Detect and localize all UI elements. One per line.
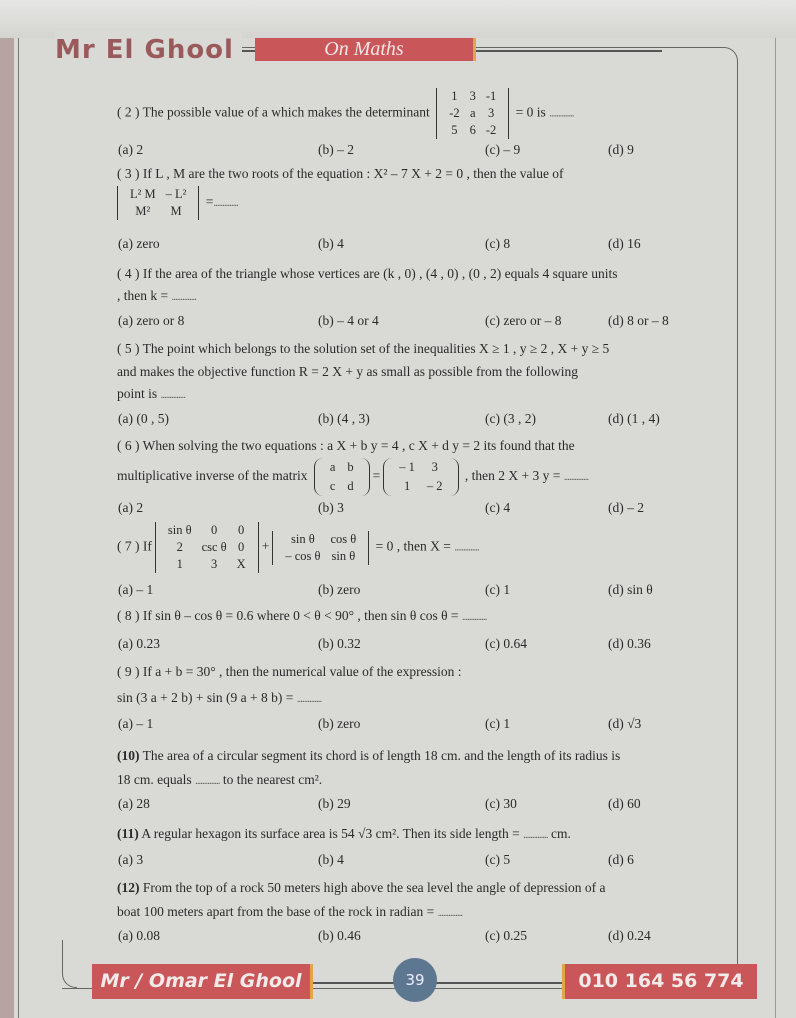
page-frame-corner	[62, 940, 77, 988]
question-text: boat 100 meters apart from the base of the rock in radian =	[117, 904, 435, 919]
answer-option: (b) zero	[318, 716, 361, 731]
question-number: ( 4 )	[117, 266, 140, 281]
options-9	[118, 716, 678, 736]
determinant	[436, 88, 509, 139]
blank: ..............	[171, 291, 196, 303]
answer-option: (b) (4 , 3)	[318, 411, 370, 426]
question-text: , then k =	[117, 288, 169, 303]
answer-option: (d) – 2	[608, 500, 644, 515]
matrix-cell: – L²	[165, 187, 187, 201]
answer-option: (a) 0.08	[118, 928, 160, 943]
question-text: When solving the two equations : a X + b y = 4 , c X + d y = 2 its found that the	[142, 438, 575, 453]
matrix-cell: 3	[469, 89, 476, 103]
answer-option: (a) zero	[118, 236, 160, 251]
answer-option: (c) 1	[485, 582, 511, 597]
question-text: The point which belongs to the solution set of the inequalities X ≥ 1 , y ≥ 2 , X + y ≥ 5	[142, 341, 610, 356]
answer-option: (c) zero or – 8	[485, 313, 562, 328]
options-5	[118, 411, 678, 431]
matrix-cell: 6	[469, 123, 476, 137]
matrix-abcd	[314, 458, 370, 496]
matrix-cell: – cos θ	[285, 548, 321, 563]
question-text: The possible value of a which makes the determinant	[142, 104, 430, 120]
matrix-cell: 2	[176, 540, 183, 554]
options-12	[118, 928, 678, 948]
determinant-3x3	[155, 522, 259, 573]
matrix-cell: -1	[485, 89, 497, 103]
question-10-line2	[117, 770, 322, 791]
answer-option: (d) 16	[608, 236, 641, 251]
answer-option: (b) – 2	[318, 142, 354, 157]
matrix-cell: sin θ	[291, 531, 315, 546]
matrix-cell: L² M	[130, 187, 156, 201]
matrix-cell: csc θ	[201, 540, 227, 554]
blank: ..............	[563, 471, 589, 484]
blank: ..............	[461, 611, 487, 623]
matrix-cell: sin θ	[167, 523, 192, 537]
answer-option: (d) (1 , 4)	[608, 411, 660, 426]
question-tail: cm.	[550, 826, 571, 841]
question-tail: = 0 is	[515, 104, 546, 120]
options-11	[118, 852, 678, 872]
matrix-cell: -2	[449, 106, 460, 120]
answer-option: (d) sin θ	[608, 582, 653, 597]
matrix-cell: 5	[451, 123, 458, 137]
binding-edge	[0, 38, 14, 1018]
matrix-cell: X	[236, 557, 246, 571]
matrix-cell: M²	[135, 204, 151, 218]
question-5-line2	[117, 362, 578, 382]
question-text: From the top of a rock 50 meters high above the sea level the angle of depression of a	[142, 880, 606, 895]
matrix-cell: 3	[210, 557, 218, 571]
author-banner: Mr / Omar El Ghool	[92, 964, 313, 999]
answer-option: (d) 0.36	[608, 636, 651, 651]
matrix-cell: – 2	[426, 479, 443, 493]
matrix-cell: b	[347, 460, 354, 474]
blank: ..............	[523, 829, 548, 841]
answer-option: (a) – 1	[118, 582, 154, 597]
question-text: and makes the objective function R = 2 X + y as small as possible from the following	[117, 364, 579, 379]
blank: ..............	[296, 693, 322, 705]
answer-option: (b) 0.46	[318, 928, 361, 943]
question-5-line3	[117, 384, 185, 405]
options-10	[118, 796, 678, 816]
subject-banner: On Maths	[255, 38, 476, 61]
matrix-cell: cos θ	[330, 531, 357, 546]
question-text: multiplicative inverse of the matrix	[117, 468, 308, 484]
options-6	[118, 500, 678, 520]
question-number: ( 7 )	[117, 538, 140, 554]
matrix-cell: 1	[403, 479, 411, 493]
matrix-inverse	[383, 458, 458, 496]
question-number: ( 3 )	[117, 166, 140, 181]
matrix-cell: a	[469, 106, 476, 120]
question-number: (10)	[117, 748, 140, 763]
question-number: (11)	[117, 826, 139, 841]
question-text: to the nearest cm².	[222, 772, 323, 787]
matrix-cell: 3	[431, 460, 438, 474]
determinant	[117, 186, 199, 220]
question-4	[117, 264, 617, 284]
matrix-cell: 1	[451, 89, 458, 103]
question-6	[117, 436, 575, 456]
question-3-det	[117, 186, 238, 220]
answer-option: (a) zero or 8	[118, 313, 185, 328]
question-tail: = 0 , then X =	[375, 538, 451, 554]
answer-option: (c) 1	[485, 716, 511, 731]
question-6-line2: multiplicative inverse of the matrix a b c d=– 1 3 1 – 2 , then 2 X + 3 y = ..............	[117, 458, 588, 496]
page-number: 39	[393, 958, 437, 1002]
options-2	[118, 142, 678, 162]
blank: ..............	[194, 775, 220, 787]
matrix-cell: 1	[176, 557, 183, 571]
options-7	[118, 582, 678, 602]
matrix-cell: sin θ	[331, 548, 356, 563]
answer-option: (a) – 1	[118, 716, 154, 731]
answer-option: (b) zero	[318, 582, 361, 597]
answer-option: (b) 4	[318, 852, 344, 867]
answer-option: (d) 8 or – 8	[608, 313, 669, 328]
options-8	[118, 636, 678, 656]
answer-option: (a) (0 , 5)	[118, 411, 169, 426]
question-text: If	[142, 538, 152, 554]
answer-option: (c) (3 , 2)	[485, 411, 536, 426]
question-9-line2	[117, 688, 321, 709]
question-2	[117, 88, 574, 139]
answer-option: (d) 9	[608, 142, 634, 157]
matrix-cell: 0	[210, 523, 218, 537]
blank: ..............	[160, 389, 186, 401]
matrix-cell: 0	[238, 540, 245, 554]
matrix-cell: d	[347, 479, 354, 493]
left-margin-line	[18, 38, 19, 1018]
question-11	[117, 824, 571, 845]
question-text: If sin θ – cos θ = 0.6 where 0 < θ < 90° , then sin θ cos θ =	[142, 608, 459, 623]
blank: ..............	[454, 541, 479, 554]
matrix-cell: – 1	[399, 460, 415, 474]
matrix-cell: 0	[238, 523, 245, 537]
question-tail: , then 2 X + 3 y =	[464, 468, 561, 484]
answer-option: (c) 5	[485, 852, 511, 867]
question-text: point is	[117, 386, 158, 401]
question-4-line2	[117, 286, 196, 307]
answer-option: (b) 0.32	[318, 636, 361, 651]
question-text: If the area of the triangle whose vertices are (k , 0) , (4 , 0) , (0 , 2) equals 4 square units	[142, 266, 618, 281]
question-number: ( 2 )	[117, 104, 140, 120]
answer-option: (b) – 4 or 4	[318, 313, 379, 328]
question-text: sin (3 a + 2 b) + sin (9 a + 8 b) =	[117, 690, 294, 705]
answer-option: (a) 0.23	[118, 636, 160, 651]
answer-option: (b) 3	[318, 500, 344, 515]
answer-option: (c) 0.64	[485, 636, 527, 651]
matrix-cell: -2	[485, 123, 497, 137]
answer-option: (b) 29	[318, 796, 351, 811]
brand-title: Mr El Ghool	[55, 30, 242, 60]
answer-option: (d) √3	[608, 716, 642, 731]
question-8	[117, 606, 486, 627]
question-5	[117, 339, 609, 359]
answer-option: (d) 6	[608, 852, 634, 867]
answer-option: (a) 2	[118, 500, 144, 515]
question-7	[117, 522, 479, 573]
plus-sign: +	[261, 538, 270, 554]
question-text: A regular hexagon its surface area is 54 √3 cm². Then its side length =	[141, 826, 520, 841]
matrix-cell: 3	[487, 106, 495, 120]
question-number: (12)	[117, 880, 140, 895]
answer-option: (d) 60	[608, 796, 641, 811]
answer-option: (c) 4	[485, 500, 511, 515]
answer-option: (d) 0.24	[608, 928, 651, 943]
question-tail: =	[205, 194, 214, 210]
blank: ..............	[213, 197, 238, 210]
matrix-cell: a	[329, 460, 336, 474]
options-3	[118, 236, 678, 256]
question-number: ( 9 )	[117, 664, 140, 679]
right-margin-line	[775, 38, 776, 1018]
question-number: ( 5 )	[117, 341, 140, 356]
answer-option: (c) 30	[485, 796, 517, 811]
answer-option: (a) 2	[118, 142, 144, 157]
phone-banner: 010 164 56 774	[562, 964, 757, 999]
question-12-line2	[117, 902, 462, 923]
matrix-cell: M	[170, 204, 182, 218]
options-4	[118, 313, 678, 333]
blank: ..............	[549, 107, 574, 120]
question-text: The area of a circular segment its chord is of length 18 cm. and the length of its radius is	[142, 748, 621, 763]
question-text: If L , M are the two roots of the equation : X² – 7 X + 2 = 0 , then the value of	[142, 166, 564, 181]
question-12	[117, 878, 605, 898]
matrix-cell: c	[329, 479, 336, 493]
determinant-2x2	[272, 531, 369, 565]
answer-option: (a) 3	[118, 852, 144, 867]
question-10	[117, 746, 620, 766]
answer-option: (a) 28	[118, 796, 150, 811]
question-3	[117, 164, 564, 184]
answer-option: (c) 8	[485, 236, 511, 251]
question-text: If a + b = 30° , then the numerical value of the expression :	[142, 664, 462, 679]
blank: ..............	[437, 907, 463, 919]
answer-option: (c) – 9	[485, 142, 521, 157]
answer-option: (b) 4	[318, 236, 344, 251]
question-number: ( 6 )	[117, 438, 140, 453]
answer-option: (c) 0.25	[485, 928, 527, 943]
question-number: ( 8 )	[117, 608, 140, 623]
question-text: 18 cm. equals	[117, 772, 192, 787]
question-9	[117, 662, 462, 682]
